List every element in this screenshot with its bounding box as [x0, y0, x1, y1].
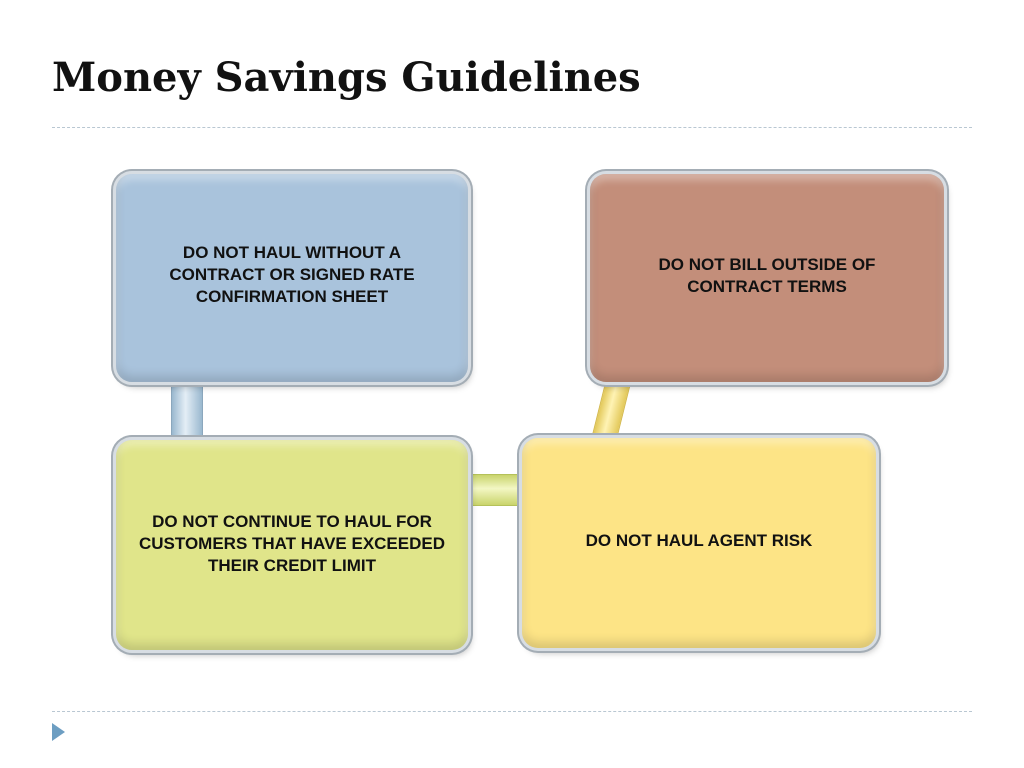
- page-title: Money Savings Guidelines: [52, 54, 641, 101]
- guideline-text: DO NOT CONTINUE TO HAUL FOR CUSTOMERS THAT HAVE EXCEEDED THEIR CREDIT LIMIT: [138, 512, 446, 575]
- guideline-box-agent-risk: [522, 438, 876, 648]
- guideline-text: DO NOT HAUL WITHOUT A CONTRACT OR SIGNED RATE CONFIRMATION SHEET: [169, 243, 415, 306]
- guideline-box-billing: [590, 174, 944, 382]
- connector-blue-to-green: [171, 378, 203, 448]
- play-triangle-icon: [52, 723, 65, 741]
- footer-divider: [52, 711, 972, 712]
- connector-green-to-yellow: [460, 474, 530, 506]
- guideline-box-credit-limit: [116, 440, 468, 650]
- guideline-text: DO NOT HAUL AGENT RISK: [585, 531, 813, 550]
- title-divider: [52, 127, 972, 128]
- guideline-box-contract: [116, 174, 468, 382]
- guideline-text: DO NOT BILL OUTSIDE OF CONTRACT TERMS: [658, 255, 876, 296]
